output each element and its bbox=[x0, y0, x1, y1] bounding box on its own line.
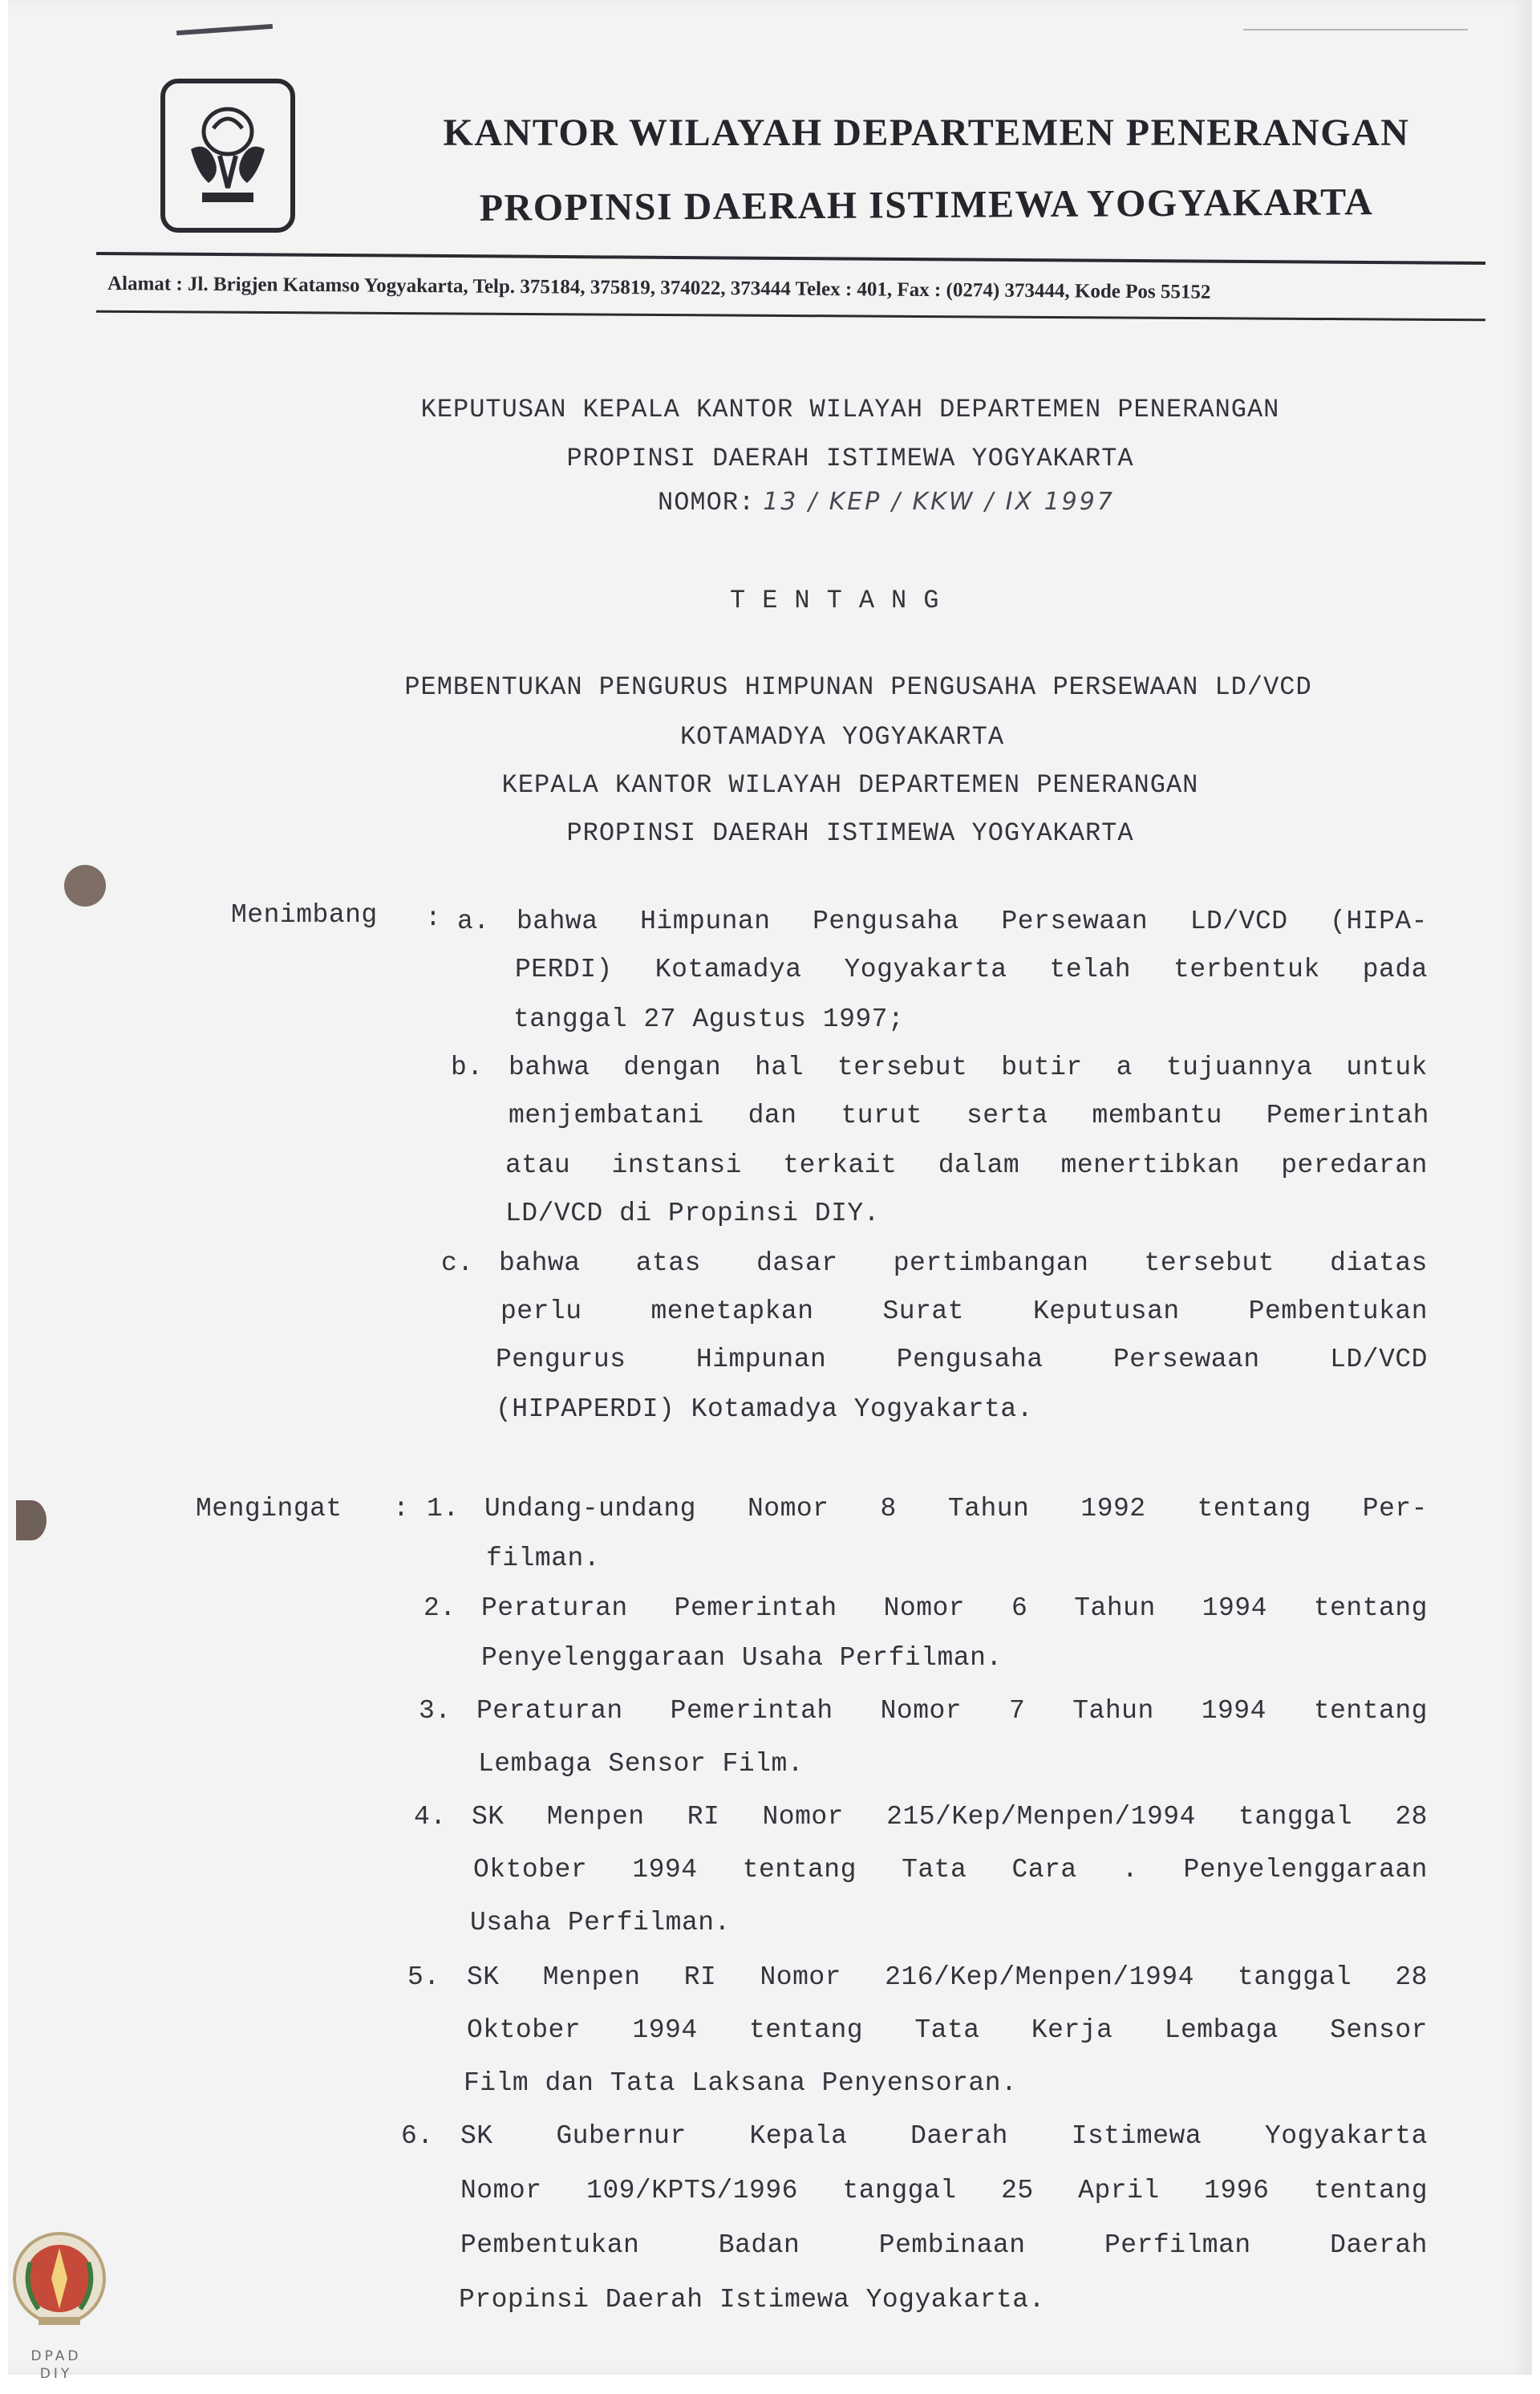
menimbang-marker: c. bbox=[441, 1248, 474, 1278]
mengingat-line: SK Menpen RI Nomor 215/Kep/Menpen/1994 tanggal 28 bbox=[472, 1802, 1428, 1832]
top-edge-line bbox=[1243, 29, 1468, 30]
pen-mark bbox=[176, 24, 273, 35]
menimbang-line: perlu menetapkan Surat Keputusan Pembentukan bbox=[500, 1296, 1428, 1326]
menimbang-line: Pengurus Himpunan Pengusaha Persewaan LD/VCD bbox=[496, 1345, 1428, 1374]
mengingat-line: Film dan Tata Laksana Penyensoran. bbox=[464, 2068, 1018, 2098]
decree-heading-line2: PROPINSI DAERAH ISTIMEWA YOGYAKARTA bbox=[566, 444, 1134, 473]
archive-stamp-label-line1: DPAD bbox=[30, 2348, 82, 2364]
menimbang-marker: a. bbox=[457, 907, 490, 936]
mengingat-label: Mengingat bbox=[196, 1494, 342, 1524]
mengingat-line: Propinsi Daerah Istimewa Yogyakarta. bbox=[459, 2285, 1045, 2315]
decree-heading-line1: KEPUTUSAN KEPALA KANTOR WILAYAH DEPARTEMEN PENERANGAN bbox=[420, 395, 1280, 424]
letterhead-rule bbox=[96, 310, 1485, 322]
mengingat-line: Usaha Perfilman. bbox=[470, 1908, 731, 1938]
mengingat-line: Peraturan Pemerintah Nomor 6 Tahun 1994 tentang bbox=[481, 1593, 1428, 1623]
mengingat-line: Peraturan Pemerintah Nomor 7 Tahun 1994 tentang bbox=[476, 1696, 1428, 1726]
decree-subject-line1: PEMBENTUKAN PENGURUS HIMPUNAN PENGUSAHA PERSEWAAN LD/VCD bbox=[404, 672, 1312, 702]
mengingat-marker: 2. bbox=[424, 1593, 456, 1623]
document-page bbox=[8, 0, 1532, 2375]
menimbang-marker: b. bbox=[451, 1053, 484, 1082]
menimbang-line: bahwa dengan hal tersebut butir a tujuannya untuk bbox=[509, 1053, 1428, 1082]
menimbang-line: menjembatani dan turut serta membantu Pemerintah bbox=[509, 1101, 1429, 1130]
menimbang-line: bahwa Himpunan Pengusaha Persewaan LD/VCD (HIPA- bbox=[517, 907, 1428, 936]
mengingat-colon: : bbox=[393, 1494, 410, 1524]
punch-hole bbox=[16, 1500, 47, 1540]
punch-hole bbox=[64, 865, 106, 907]
mengingat-line: SK Gubernur Kepala Daerah Istimewa Yogyakarta bbox=[460, 2121, 1428, 2151]
letterhead-logo bbox=[160, 79, 295, 233]
menimbang-line: PERDI) Kotamadya Yogyakarta telah terbentuk pada bbox=[515, 955, 1428, 984]
menimbang-line: atau instansi terkait dalam menertibkan peredaran bbox=[505, 1150, 1428, 1180]
decree-number-handwritten: 13 / KEP / KKW / IX 1997 bbox=[763, 488, 1115, 516]
decree-number bbox=[658, 488, 1115, 517]
letterhead-rule bbox=[96, 252, 1485, 265]
archive-stamp-label bbox=[24, 2347, 88, 2383]
menimbang-colon: : bbox=[425, 903, 442, 933]
archive-stamp-label-line2: DIY bbox=[39, 2366, 73, 2382]
mengingat-marker: 5. bbox=[407, 1962, 440, 1992]
mengingat-line: filman. bbox=[486, 1544, 601, 1573]
menimbang-line: bahwa atas dasar pertimbangan tersebut diatas bbox=[499, 1248, 1428, 1278]
decree-issuer-line1: KEPALA KANTOR WILAYAH DEPARTEMEN PENERANGAN bbox=[501, 770, 1199, 800]
menimbang-line: tanggal 27 Agustus 1997; bbox=[513, 1004, 905, 1034]
mengingat-line: Penyelenggaraan Usaha Perfilman. bbox=[481, 1643, 1003, 1673]
decree-number-label: NOMOR: bbox=[658, 488, 756, 517]
mengingat-line: SK Menpen RI Nomor 216/Kep/Menpen/1994 tanggal 28 bbox=[467, 1962, 1428, 1992]
mengingat-line: Oktober 1994 tentang Tata Cara . Penyelenggaraan bbox=[473, 1855, 1428, 1885]
menimbang-line: (HIPAPERDI) Kotamadya Yogyakarta. bbox=[496, 1394, 1034, 1424]
mengingat-marker: 4. bbox=[414, 1802, 447, 1832]
letterhead-title-line1: KANTOR WILAYAH DEPARTEMEN PENERANGAN bbox=[443, 112, 1410, 154]
mengingat-marker: 1. bbox=[427, 1494, 460, 1524]
decree-issuer-line2: PROPINSI DAERAH ISTIMEWA YOGYAKARTA bbox=[566, 818, 1134, 848]
letterhead-address: Alamat : Jl. Brigjen Katamso Yogyakarta, Telp. 375184, 375819, 374022, 373444 Telex : 401, Fax : (0274) 373444, Kode Pos 55152 bbox=[107, 273, 1211, 303]
mengingat-line: Pembentukan Badan Pembinaan Perfilman Daerah bbox=[460, 2230, 1428, 2260]
mengingat-marker: 6. bbox=[401, 2121, 434, 2151]
mengingat-line: Lembaga Sensor Film. bbox=[478, 1749, 804, 1779]
menimbang-line: LD/VCD di Propinsi DIY. bbox=[505, 1199, 880, 1228]
mengingat-marker: 3. bbox=[419, 1696, 452, 1726]
decree-subject-line2: KOTAMADYA YOGYAKARTA bbox=[679, 722, 1005, 752]
mengingat-line: Undang-undang Nomor 8 Tahun 1992 tentang Per- bbox=[484, 1494, 1428, 1524]
decree-tentang: TENTANG bbox=[730, 586, 956, 615]
letterhead-title-line2: PROPINSI DAERAH ISTIMEWA YOGYAKARTA bbox=[479, 181, 1374, 229]
mengingat-line: Oktober 1994 tentang Tata Kerja Lembaga Sensor bbox=[467, 2015, 1428, 2045]
menimbang-label: Menimbang bbox=[231, 900, 378, 930]
government-emblem-icon bbox=[173, 93, 282, 221]
mengingat-line: Nomor 109/KPTS/1996 tanggal 25 April 1996 tentang bbox=[460, 2176, 1428, 2205]
